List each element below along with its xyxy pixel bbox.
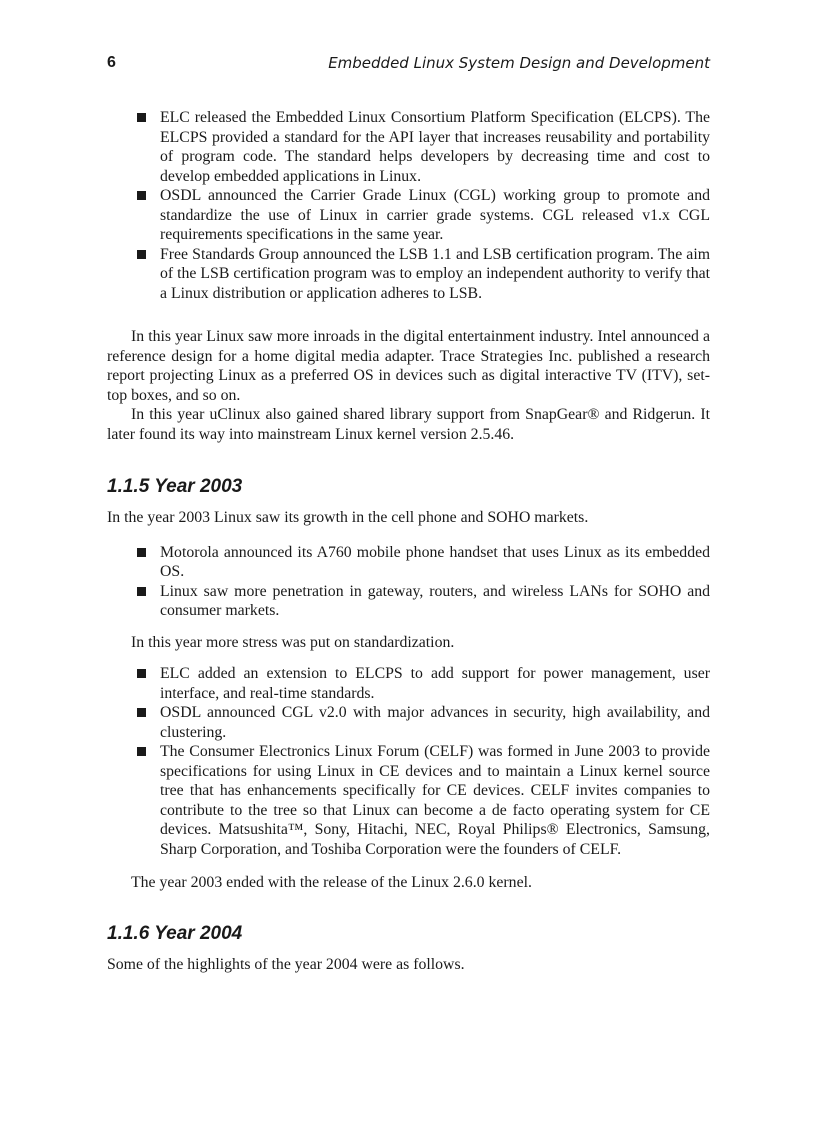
- paragraph-2003-standardization: In this year more stress was put on standardization.: [131, 633, 455, 651]
- square-bullet-icon: [137, 191, 146, 200]
- list-item: OSDL announced CGL v2.0 with major advances in security, high availability, and clustering.: [107, 703, 710, 742]
- paragraph-2003-closing: The year 2003 ended with the release of the Linux 2.6.0 kernel.: [131, 874, 532, 891]
- page-body: [107, 108, 710, 974]
- paragraph-uclinux: In this year uClinux also gained shared library support from SnapGear® and Ridgerun. It later found its way into mainstream Linux kernel version 2.5.46.: [107, 406, 710, 443]
- paragraph-entertainment: In this year Linux saw more inroads in the digital entertainment industry. Intel announced a reference design for a home digital media adapter. Trace Strategies Inc. published a research report projecting Linux as a preferred OS in devices such as digital interactive TV (ITV), set-top boxes, and so on.: [107, 328, 710, 404]
- list-item: ELC released the Embedded Linux Consortium Platform Specification (ELCPS). The ELCPS provided a standard for the API layer that increases reusability and portability of program code. The standard helps developers by decreasing time and cost to develop embedded applications in Linux.: [107, 108, 710, 186]
- running-title: Embedded Linux System Design and Development: [328, 54, 710, 72]
- square-bullet-icon: [137, 113, 146, 122]
- list-item: ELC added an extension to ELCPS to add support for power management, user interface, and real-time standards.: [107, 664, 710, 703]
- section-heading-2003: 1.1.5 Year 2003: [107, 476, 243, 497]
- list-item: Motorola announced its A760 mobile phone handset that uses Linux as its embedded OS.: [107, 543, 710, 582]
- bullet-list-2003-markets: [107, 543, 710, 621]
- square-bullet-icon: [137, 747, 146, 756]
- list-item: Free Standards Group announced the LSB 1.1 and LSB certification program. The aim of the LSB certification program was to employ an independent authority to verify that a Linux distribution or application adheres to LSB.: [107, 245, 710, 304]
- square-bullet-icon: [137, 548, 146, 557]
- list-item: OSDL announced the Carrier Grade Linux (CGL) working group to promote and standardize the use of Linux in carrier grade systems. CGL released v1.x CGL requirements specifications in the same year.: [107, 186, 710, 245]
- bullet-list-2002: [107, 108, 710, 303]
- square-bullet-icon: [137, 250, 146, 259]
- section-heading-2004: 1.1.6 Year 2004: [107, 922, 243, 944]
- bullet-list-2003-standards: [107, 664, 710, 859]
- square-bullet-icon: [137, 708, 146, 717]
- paragraph-2004-intro: Some of the highlights of the year 2004 were as follows.: [107, 955, 465, 973]
- paragraph-2003-intro: In the year 2003 Linux saw its growth in the cell phone and SOHO markets.: [107, 509, 589, 526]
- list-item: Linux saw more penetration in gateway, routers, and wireless LANs for SOHO and consumer markets.: [107, 582, 710, 621]
- page-number: 6: [107, 54, 116, 71]
- square-bullet-icon: [137, 587, 146, 596]
- square-bullet-icon: [137, 669, 146, 678]
- page-header: [107, 52, 710, 76]
- list-item: The Consumer Electronics Linux Forum (CELF) was formed in June 2003 to provide specifications for using Linux in CE devices and to maintain a Linux kernel source tree that has enhancements specifically for CE devices. CELF invites companies to contribute to the tree so that Linux can become a de facto operating system for CE devices. Matsushita™, Sony, Hitachi, NEC, Royal Philips® Electronics, Samsung, Sharp Corporation, and Toshiba Corporation were the founders of CELF.: [107, 742, 710, 859]
- page: [107, 52, 710, 974]
